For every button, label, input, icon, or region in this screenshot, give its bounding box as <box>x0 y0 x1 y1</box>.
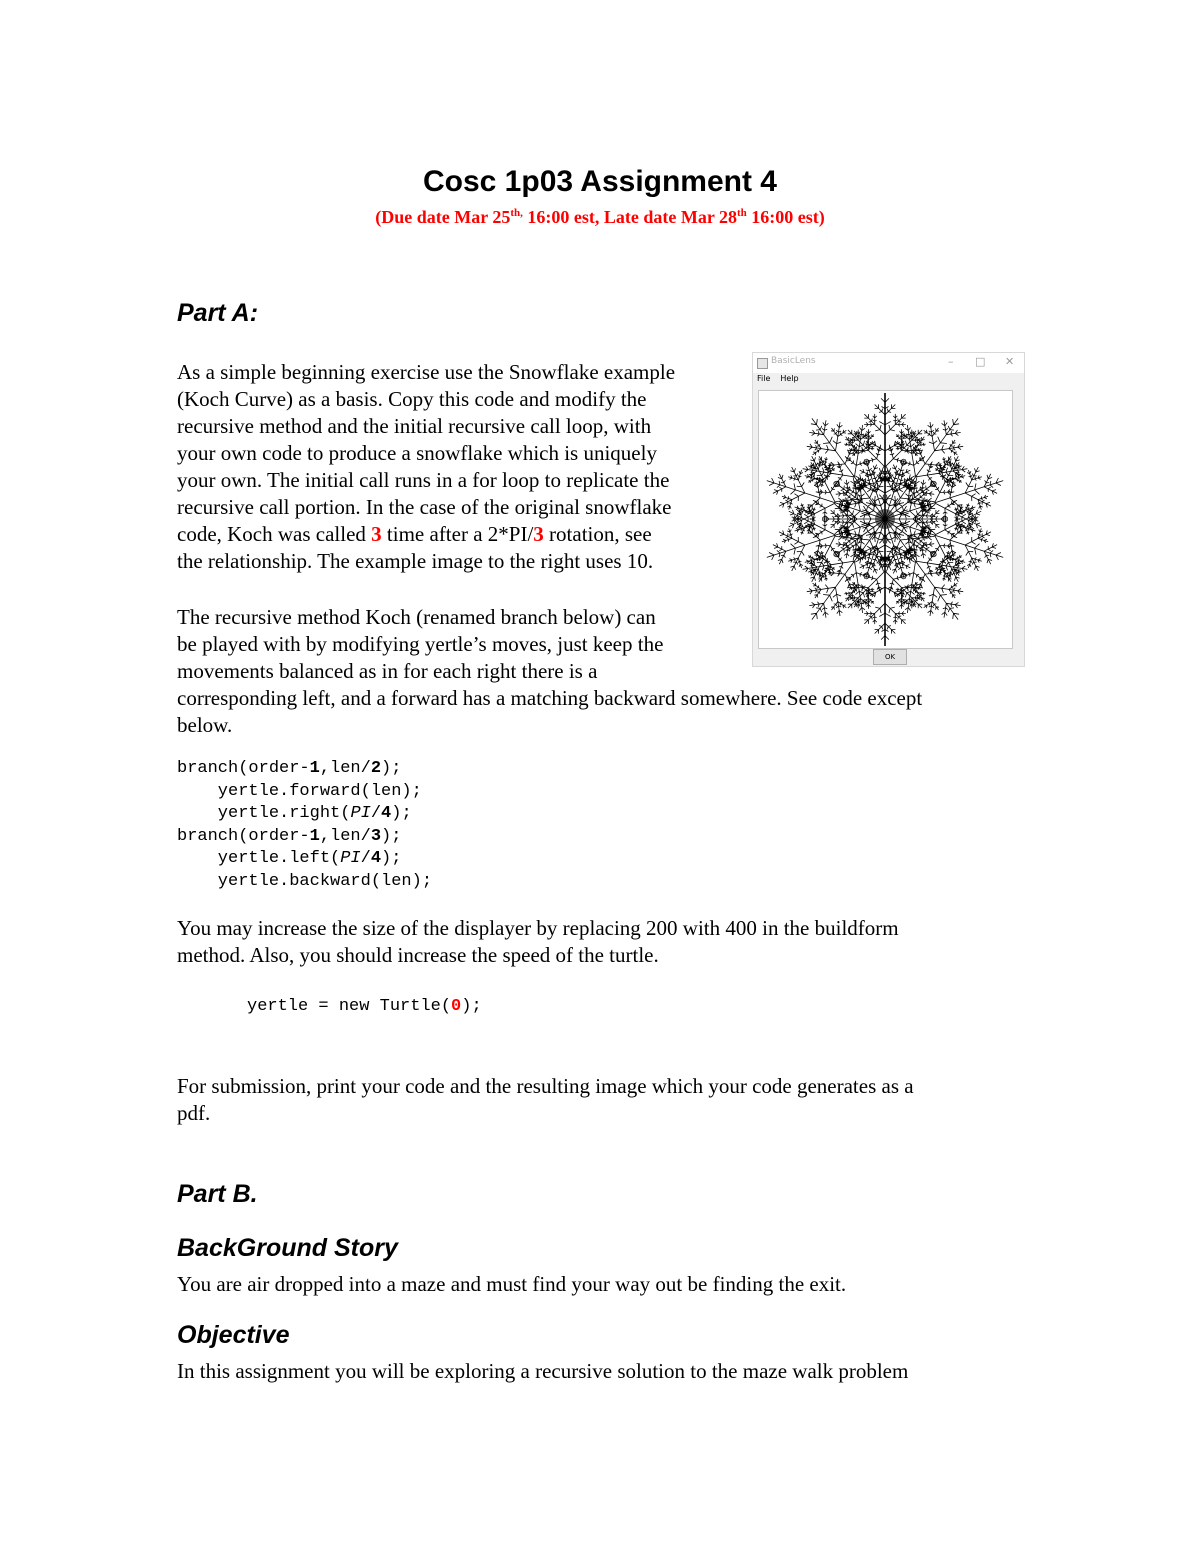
part-b-heading: Part B. <box>177 1180 258 1208</box>
code-line: yertle.left(PI/4); <box>177 849 402 868</box>
part-a-heading: Part A: <box>177 299 259 327</box>
part-a-paragraph-1 <box>177 359 675 575</box>
text-line: your own code to produce a snowflake which is uniquely <box>177 441 657 465</box>
text-line: code, Koch was called 3 time after a 2*PI/3 rotation, see <box>177 522 652 546</box>
text-line: The recursive method Koch (renamed branch below) can <box>177 605 656 629</box>
code-line: yertle.backward(len); <box>177 871 433 891</box>
ok-button[interactable]: OK <box>873 649 907 665</box>
due-date-line: (Due date Mar $25^{th,}$ 16:00 est, Late date Mar 28th 16:00 est) <box>375 207 825 227</box>
text-line: below. <box>177 713 233 737</box>
text-line: For submission, print your code and the resulting image which your code generates as a <box>177 1074 914 1098</box>
menu-help[interactable]: Help <box>780 374 799 383</box>
text-line: (Koch Curve) as a basis. Copy this code and modify the <box>177 387 647 411</box>
text-line: corresponding left, and a forward has a matching backward somewhere. See code except <box>177 686 923 710</box>
code-line: branch(order-1,len/2); <box>177 759 402 778</box>
text-line: the relationship. The example image to the right uses 10. <box>177 549 654 573</box>
text-line: As a simple beginning exercise use the Snowflake example <box>177 360 676 384</box>
app-icon <box>757 358 768 369</box>
part-a-paragraph-4 <box>177 1073 914 1127</box>
code-excerpt <box>177 758 432 893</box>
objective-heading: Objective <box>177 1321 290 1349</box>
objective-text: In this assignment you will be exploring a recursive solution to the maze walk problem <box>177 1359 909 1383</box>
window-title: BasicLens <box>771 356 816 366</box>
text-line: recursive method and the initial recursive call loop, with <box>177 414 652 438</box>
text-line: You may increase the size of the displayer by replacing 200 with 400 in the buildform <box>177 916 899 940</box>
text-line: your own. The initial call runs in a for loop to replicate the <box>177 468 670 492</box>
background-story-text: You are air dropped into a maze and must find your way out be finding the exit. <box>177 1272 847 1296</box>
page-title: Cosc 1p03 Assignment 4 <box>422 165 777 198</box>
code-line: yertle.forward(len); <box>177 781 422 801</box>
text-line: method. Also, you should increase the speed of the turtle. <box>177 943 659 967</box>
code-line: branch(order-1,len/3); <box>177 826 402 846</box>
code-line: yertle.right(PI/4); <box>177 804 412 823</box>
drawing-canvas <box>758 390 1013 649</box>
maximize-icon[interactable]: □ <box>975 355 986 368</box>
text-line: pdf. <box>177 1101 211 1125</box>
window-titlebar <box>753 353 1024 373</box>
text-line: be played with by modifying yertle’s moves, just keep the <box>177 632 664 656</box>
text-line: movements balanced as in for each right there is a <box>177 659 598 683</box>
text-line: recursive call portion. In the case of the original snowflake <box>177 495 672 519</box>
menu-file[interactable]: File <box>757 374 771 383</box>
snowflake-drawing <box>759 391 1012 648</box>
code-turtle-speed: yertle = new Turtle(0); <box>247 997 482 1016</box>
part-a-paragraph-3 <box>177 915 899 969</box>
snowflake-window-screenshot <box>752 352 1025 667</box>
minimize-icon[interactable]: – <box>948 355 954 368</box>
window-menubar <box>757 374 809 383</box>
background-story-heading: BackGround Story <box>177 1234 398 1262</box>
close-icon[interactable]: ✕ <box>1005 355 1015 368</box>
